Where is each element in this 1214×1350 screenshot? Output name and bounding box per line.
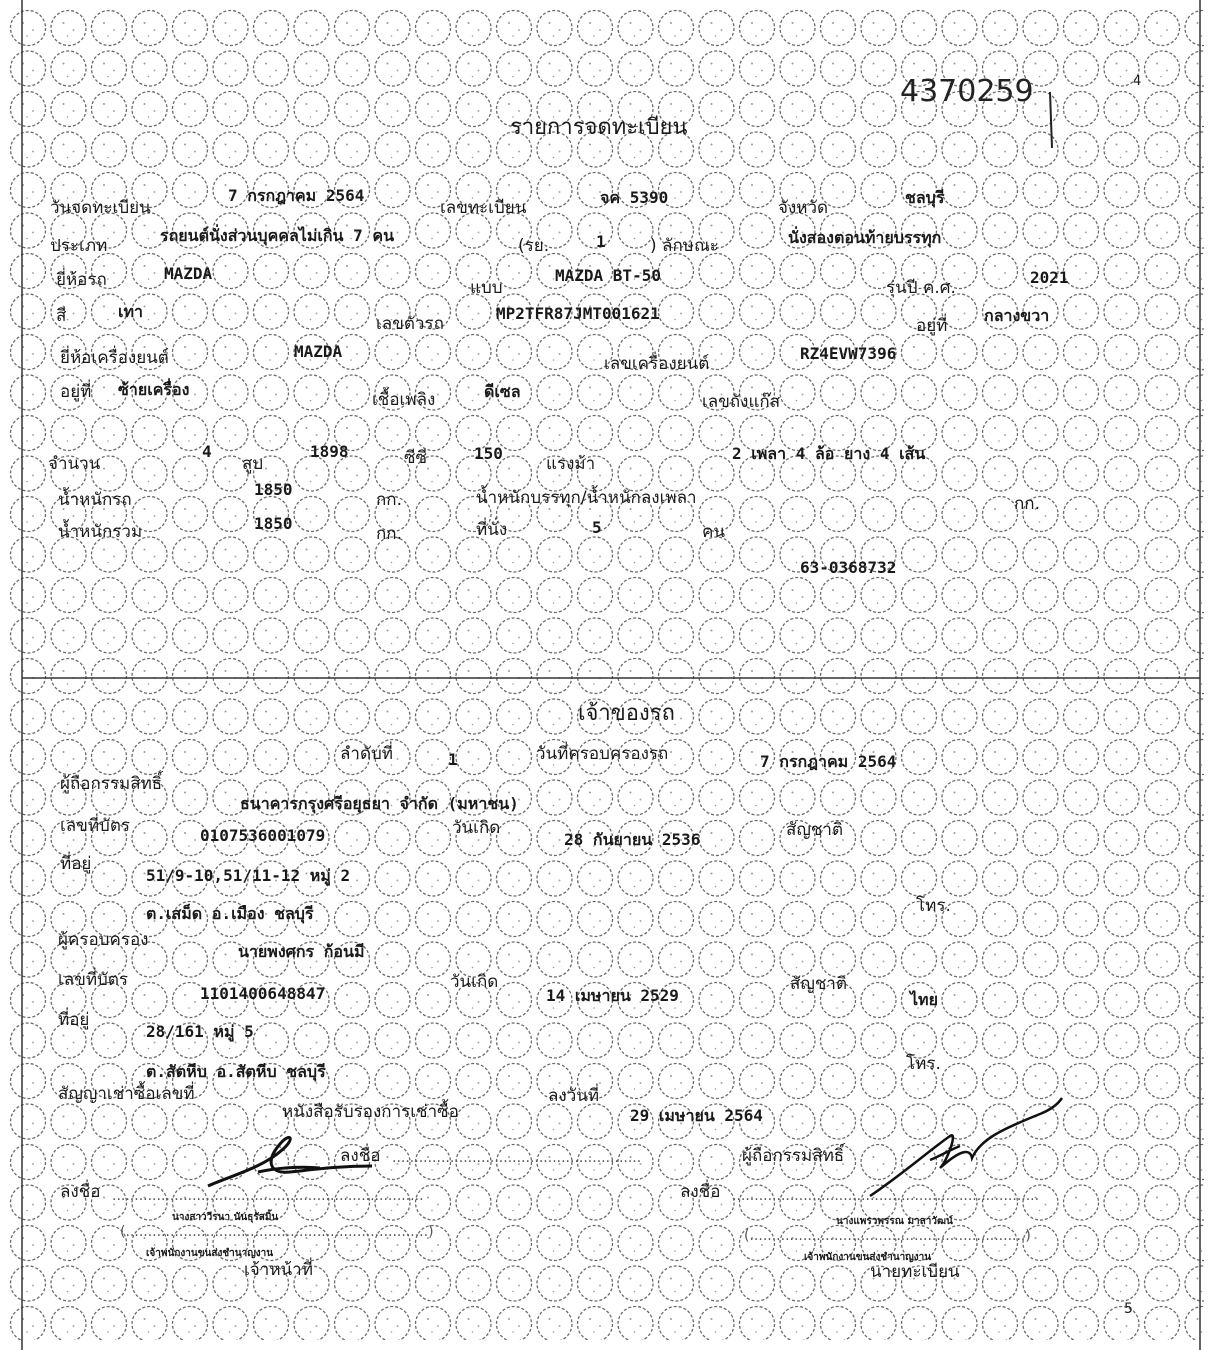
- plate-label: เลขทะเบียน: [440, 198, 527, 218]
- registrar-title: เจ้าพนักงานขนส่งชำนาญงาน: [804, 1252, 932, 1263]
- holder-dob-value: 28 กันยายน 2536: [564, 830, 701, 849]
- officer-sign-label: ลงชื่อ: [60, 1182, 101, 1202]
- year-label: รุ่นปี ค.ศ.: [886, 278, 956, 298]
- holder-label: ผู้ถือกรรมสิทธิ์: [60, 774, 163, 794]
- officer-name-dotted-line: (....................................................................): [120, 1224, 434, 1240]
- engine-location-value: ซ้ายเครื่อง: [118, 380, 190, 399]
- officer-title: เจ้าพนักงานขนส่งชำนาญงาน: [146, 1248, 274, 1259]
- possessor-label: ผู้ครอบครอง: [58, 930, 149, 950]
- possessor-address-line1: 28/161 หมู่ 5: [146, 1022, 254, 1041]
- registration-section-title: รายการจดทะเบียน: [510, 115, 688, 140]
- chassis-location-label: อยู่ที่: [916, 316, 948, 336]
- holder-address-label: ที่อยู่: [60, 854, 92, 874]
- owner-section-title: เจ้าของรถ: [578, 701, 675, 726]
- weight-label: น้ำหนักรถ: [58, 490, 132, 510]
- chassis-label: เลขตัวรถ: [376, 314, 444, 334]
- holder-sign-label: ลงชื่อ: [340, 1146, 381, 1166]
- cc-label: ซีซี: [404, 448, 428, 468]
- officer-name: นางสาววีรนา นันธุรัสมิ้น: [172, 1212, 279, 1223]
- engine-location-label: อยู่ที่: [60, 382, 92, 402]
- registrar-name-dotted-line: (..............................................................): [744, 1228, 1031, 1244]
- registrar-sign-dotted-line: .....................................................................: [732, 1188, 1040, 1204]
- type-value: รถยนต์นั่งส่วนบุคคลไม่เกิน 7 คน: [160, 226, 395, 245]
- province-label: จังหวัด: [778, 198, 829, 218]
- model-label: แบบ: [470, 278, 503, 298]
- gas-tank-label: เลขถังแก๊ส: [702, 392, 781, 412]
- lease-date-label: ลงวันที่: [548, 1086, 600, 1106]
- weight-unit: กก.: [376, 490, 402, 510]
- cc-value: 1898: [310, 442, 349, 461]
- sequence-label: ลำดับที่: [340, 744, 394, 764]
- engine-brand-value: MAZDA: [294, 342, 343, 361]
- holder-id-label: เลขที่บัตร: [60, 816, 131, 836]
- engine-brand-label: ยี่ห้อเครื่องยนต์: [60, 348, 169, 368]
- possessor-id-value: 1101400648847: [200, 984, 326, 1003]
- color-value: เทา: [118, 302, 143, 321]
- code-open: (รย.: [518, 236, 550, 256]
- holder-tel-label: โทร.: [916, 896, 951, 916]
- holder-sign-dotted-line: ........................................................: [392, 1150, 642, 1166]
- reg-date-value: 7 กรกฎาคม 2564: [228, 186, 365, 205]
- possessor-address-line2: ต.สัตหีบ อ.สัตหีบ ชลบุรี: [146, 1062, 326, 1081]
- load-weight-label: น้ำหนักบรรทุก/น้ำหนักลงเพลา: [476, 488, 697, 508]
- seats-value: 5: [592, 518, 602, 537]
- lease-number-label: สัญญาเช่าซื้อเลขที่: [58, 1084, 195, 1104]
- horsepower-value: 150: [474, 444, 503, 463]
- color-label: สี: [56, 306, 67, 326]
- axle-value: 2 เพลา 4 ล้อ ยาง 4 เส้น: [732, 444, 926, 463]
- possessor-nationality-value: ไทย: [910, 990, 938, 1009]
- code-number: 1: [596, 232, 606, 251]
- possessor-tel-label: โทร.: [906, 1054, 941, 1074]
- style-value: นั่งสองตอนท้ายบรรทุก: [788, 228, 942, 247]
- chassis-location-value: กลางขวา: [984, 306, 1050, 325]
- year-value: 2021: [1030, 268, 1069, 287]
- holder-address-line2: ต.เสม็ด อ.เมือง ชลบุรี: [146, 904, 314, 923]
- possessor-dob-value: 14 เมษายน 2529: [546, 986, 679, 1005]
- cylinders-label: สูบ: [242, 454, 264, 474]
- persons-label: คน: [702, 522, 725, 542]
- officer-sign-dotted-line: ......................................................................: [112, 1188, 424, 1204]
- reference-number: 63-0368732: [800, 558, 897, 577]
- gross-weight-value: 1850: [254, 514, 293, 533]
- count-label: จำนวน: [48, 454, 101, 474]
- sequence-value: 1: [448, 750, 458, 769]
- model-value: MAZDA BT-50: [555, 266, 661, 285]
- possessor-dob-label: วันเกิด: [450, 972, 499, 992]
- reg-date-label: วันจดทะเบียน: [50, 198, 151, 218]
- chassis-value: MP2TFR87JMT001621: [496, 304, 660, 323]
- possession-date-value: 7 กรกฎาคม 2564: [760, 752, 897, 771]
- lease-date-value: 29 เมษายน 2564: [630, 1106, 763, 1125]
- holder-id-value: 0107536001079: [200, 826, 326, 845]
- holder-nationality-label: สัญชาติ: [786, 820, 843, 840]
- cylinders-value: 4: [202, 442, 212, 461]
- holder-sign-role: ผู้ถือกรรมสิทธิ์: [742, 1146, 845, 1166]
- type-label: ประเภท: [50, 236, 108, 256]
- lease-document: หนังสือรับรองการเช่าซื้อ: [282, 1102, 459, 1122]
- possessor-name: นายพงศกร ก้อนมี: [238, 942, 365, 961]
- engine-number-value: RZ4EVW7396: [800, 344, 897, 363]
- seats-label: ที่นั่ง: [476, 520, 508, 540]
- holder-name: ธนาคารกรุงศรีอยุธยา จำกัด (มหาชน): [240, 794, 519, 813]
- holder-address-line1: 51/9-10,51/11-12 หมู่ 2: [146, 866, 351, 885]
- gross-weight-label: น้ำหนักรวม: [58, 522, 143, 542]
- possession-date-label: วันที่ครอบครองรถ: [536, 744, 669, 764]
- possessor-address-label: ที่อยู่: [58, 1010, 90, 1030]
- brand-value: MAZDA: [164, 264, 213, 283]
- page-number-top: 4: [1133, 74, 1142, 89]
- weight-value: 1850: [254, 480, 293, 499]
- holder-dob-label: วันเกิด: [452, 818, 501, 838]
- gross-weight-unit: กก.: [376, 524, 402, 544]
- load-weight-unit: กก.: [1014, 494, 1040, 514]
- possessor-id-label: เลขที่บัตร: [58, 970, 129, 990]
- code-close: ) ลักษณะ: [650, 236, 719, 256]
- officer-role: เจ้าหน้าที่: [244, 1260, 313, 1280]
- brand-label: ยี่ห้อรถ: [56, 270, 107, 290]
- registrar-sign-label: ลงชื่อ: [680, 1182, 721, 1202]
- province-value: ชลบุรี: [905, 188, 945, 207]
- horsepower-label: แรงม้า: [546, 454, 596, 474]
- plate-value: จค 5390: [600, 188, 669, 207]
- page-number-bottom: 5: [1124, 1301, 1133, 1317]
- registrar-role: นายทะเบียน: [870, 1262, 960, 1282]
- fuel-label: เชื้อเพลิง: [372, 390, 436, 410]
- engine-number-label: เลขเครื่องยนต์: [604, 354, 710, 374]
- possessor-nationality-label: สัญชาติ: [790, 974, 847, 994]
- handwritten-number: 4370259: [900, 74, 1034, 109]
- fuel-value: ดีเซล: [484, 382, 521, 401]
- registrar-name: นางแพรวพรรณ มาลาวัฒน์: [836, 1216, 953, 1227]
